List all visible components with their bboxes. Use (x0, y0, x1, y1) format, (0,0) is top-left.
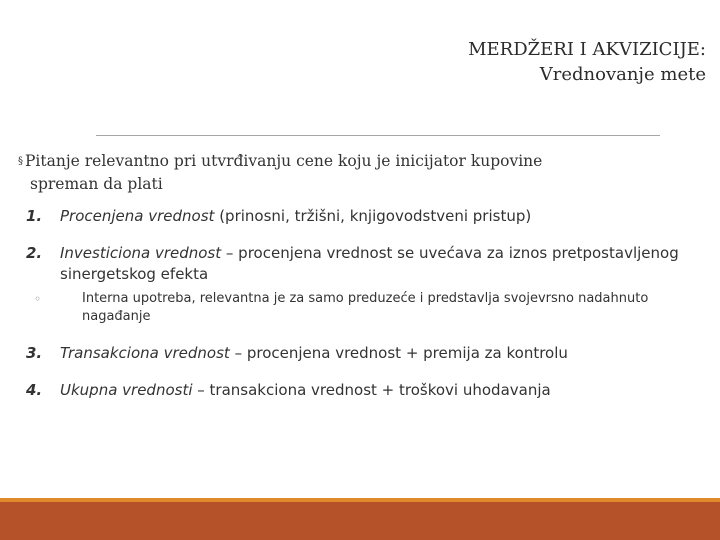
title-divider (96, 135, 660, 136)
section-bullet-icon: § (18, 156, 23, 167)
list-text: – transakciona vrednost + troškovi uhodavanja (192, 381, 551, 399)
list-text: – procenjena vrednost se uvećava za iznos pretpostavljenog sinergetskog efekta (60, 244, 679, 283)
intro-line-1: Pitanje relevantno pri utvrđivanju cene koju je inicijator kupovine (25, 152, 543, 170)
list-item-3 (26, 343, 706, 364)
list-item-1 (26, 206, 706, 227)
list-text: (prinosni, tržišni, knjigovodstveni pristup) (214, 207, 532, 225)
list-term: Transakciona vrednost (60, 344, 230, 362)
intro-paragraph (18, 150, 698, 195)
list-number: 1. (26, 207, 43, 225)
sub-list-item (34, 290, 674, 326)
list-item-4 (26, 380, 706, 401)
list-number: 2. (26, 244, 43, 262)
slide-title (206, 37, 706, 87)
list-number: 4. (26, 381, 43, 399)
intro-line-2: spreman da plati (30, 175, 163, 193)
list-term: Ukupna vrednosti (60, 381, 193, 399)
list-text: – procenjena vrednost + premija za kontrolu (229, 344, 568, 362)
list-term: Procenjena vrednost (60, 207, 215, 225)
list-item-2 (26, 243, 706, 285)
list-number: 3. (26, 344, 43, 362)
list-term: Investiciona vrednost (60, 244, 222, 262)
circle-bullet-icon: ◦ (34, 292, 42, 306)
sub-list-text: Interna upotreba, relevantna je za samo preduzeće i predstavlja svojevrsno nadahnuto nagađanje (82, 291, 649, 324)
title-line-1: MERDŽERI I AKVIZICIJE: (468, 39, 706, 60)
footer-band (0, 502, 720, 540)
title-line-2: Vrednovanje mete (539, 64, 706, 85)
